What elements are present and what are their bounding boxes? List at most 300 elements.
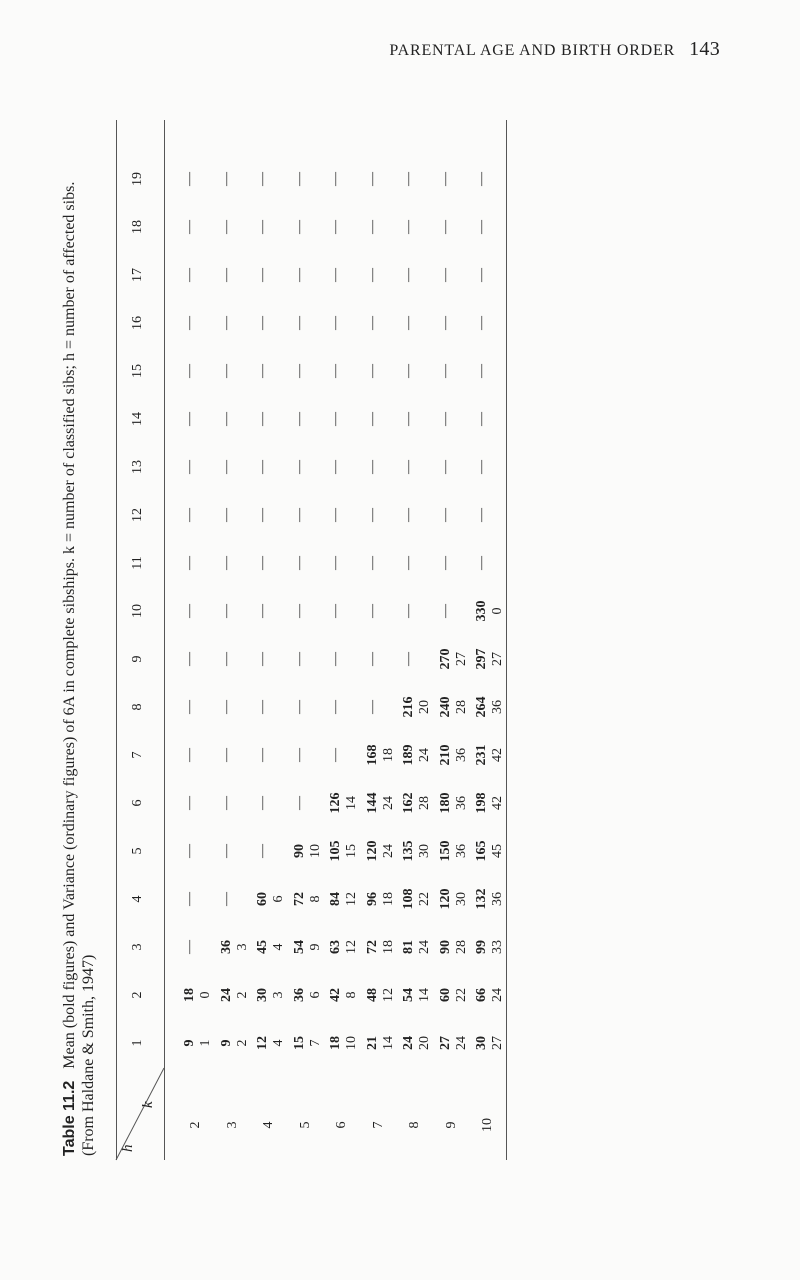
empty-cell-dash: — (291, 796, 307, 810)
table-cell (474, 309, 490, 337)
mean-value: 231 (474, 744, 489, 766)
table-cell (438, 165, 454, 193)
table-cell (292, 453, 308, 481)
table-cell (182, 309, 198, 337)
empty-cell-dash: — (291, 268, 307, 282)
empty-cell-dash: — (328, 316, 343, 330)
mean-value: 90 (291, 844, 307, 858)
table-cell (328, 597, 344, 625)
empty-cell-dash: — (182, 652, 197, 666)
mean-value: 30 (255, 988, 270, 1002)
empty-cell-dash: — (218, 700, 234, 714)
variance-value: 27 (490, 1036, 505, 1050)
empty-cell-dash: — (218, 844, 234, 858)
variance-value: 10 (344, 1036, 359, 1050)
table-cell (255, 933, 287, 961)
mean-value: 168 (364, 744, 380, 766)
table-cell (219, 741, 235, 769)
mean-value: 30 (474, 1036, 489, 1050)
table-cell (292, 1029, 324, 1057)
empty-cell-dash: — (437, 220, 453, 234)
empty-cell-dash: — (291, 460, 307, 474)
table-cell (438, 357, 454, 385)
table-cell (401, 933, 433, 961)
column-header-h3: 3 (130, 943, 145, 951)
mean-value: 72 (364, 940, 380, 954)
empty-cell-dash: — (364, 652, 380, 666)
mean-value: 9 (218, 1039, 234, 1047)
empty-cell-dash: — (328, 604, 343, 618)
variance-value: 42 (490, 748, 505, 762)
empty-cell-dash: — (437, 364, 453, 378)
empty-cell-dash: — (364, 220, 380, 234)
table-cell (292, 885, 324, 913)
table-cell (474, 741, 506, 769)
table-cell (219, 885, 235, 913)
table-cell (474, 597, 506, 625)
table-cell (255, 453, 271, 481)
table-cell (438, 789, 470, 817)
table-cell (328, 165, 344, 193)
column-header-h12: 12 (130, 508, 145, 522)
table-cell (438, 885, 470, 913)
table-cell (401, 261, 417, 289)
variance-value: 42 (490, 796, 505, 810)
table-cell (328, 645, 344, 673)
table-cell (438, 501, 454, 529)
empty-cell-dash: — (255, 844, 270, 858)
column-header-h18: 18 (130, 220, 145, 234)
table-cell (474, 1029, 506, 1057)
table-cell (255, 885, 287, 913)
mean-value: 90 (437, 940, 453, 954)
table-cell (401, 453, 417, 481)
row-header-k5: 5 (297, 1121, 313, 1129)
column-header-h2: 2 (130, 991, 145, 999)
table-cell (255, 309, 271, 337)
table-cell (401, 645, 417, 673)
table-cell (474, 165, 490, 193)
variance-value: 14 (417, 988, 432, 1002)
table-cell (474, 357, 490, 385)
variance-value: 33 (490, 940, 505, 954)
table-cell (328, 981, 360, 1009)
table-cell (401, 405, 417, 433)
variance-value: 27 (490, 652, 505, 666)
mean-value: 48 (364, 988, 380, 1002)
table-cell (182, 1029, 214, 1057)
column-header-h8: 8 (130, 703, 145, 711)
variance-value: 24 (453, 1036, 469, 1050)
variance-value: 14 (344, 796, 359, 810)
empty-cell-dash: — (474, 364, 489, 378)
empty-cell-dash: — (218, 508, 234, 522)
row-header-k7: 7 (370, 1121, 386, 1129)
empty-cell-dash: — (401, 316, 416, 330)
table-cell (365, 405, 381, 433)
table-cell (438, 741, 470, 769)
mean-value: 198 (474, 792, 489, 814)
empty-cell-dash: — (255, 604, 270, 618)
table-cell (219, 933, 251, 961)
empty-cell-dash: — (474, 556, 489, 570)
empty-cell-dash: — (182, 556, 197, 570)
table-cell (438, 693, 470, 721)
table-cell (292, 549, 308, 577)
empty-cell-dash: — (291, 700, 307, 714)
column-header-h11: 11 (130, 556, 145, 570)
variance-value: 7 (307, 1039, 323, 1047)
mean-value: 330 (474, 600, 489, 622)
column-header-h15: 15 (130, 364, 145, 378)
mean-value: 18 (182, 988, 197, 1002)
table-cell (292, 933, 324, 961)
empty-cell-dash: — (291, 220, 307, 234)
table-cell (182, 789, 198, 817)
table-cell (328, 837, 360, 865)
variance-value: 0 (490, 607, 505, 615)
variance-value: 20 (417, 700, 432, 714)
table-cell (255, 741, 271, 769)
empty-cell-dash: — (218, 460, 234, 474)
table-cell (219, 453, 235, 481)
empty-cell-dash: — (364, 700, 380, 714)
table-cell (401, 309, 417, 337)
table-cell (182, 501, 198, 529)
table-cell (182, 741, 198, 769)
variance-value: 6 (307, 991, 323, 999)
table-top-rule (116, 120, 117, 1160)
column-header-h16: 16 (130, 316, 145, 330)
row-header-k10: 10 (480, 1118, 495, 1132)
running-title: PARENTAL AGE AND BIRTH ORDER (389, 42, 676, 59)
table-cell (219, 645, 235, 673)
row-header-k8: 8 (407, 1121, 422, 1129)
table-cell (255, 837, 271, 865)
mean-value: 84 (328, 892, 343, 906)
variance-value: 18 (380, 748, 396, 762)
empty-cell-dash: — (218, 892, 234, 906)
table-cell (219, 789, 235, 817)
table-cell (365, 981, 397, 1009)
table-cell (219, 405, 235, 433)
variance-value: 36 (490, 700, 505, 714)
empty-cell-dash: — (291, 748, 307, 762)
table-cell (328, 453, 344, 481)
row-header-k9: 9 (443, 1121, 459, 1129)
empty-cell-dash: — (182, 796, 197, 810)
empty-cell-dash: — (255, 700, 270, 714)
empty-cell-dash: — (218, 364, 234, 378)
mean-value: 105 (328, 840, 343, 862)
table-cell (219, 1029, 251, 1057)
variance-value: 28 (453, 940, 469, 954)
empty-cell-dash: — (474, 508, 489, 522)
mean-value: 144 (364, 792, 380, 814)
table-cell (255, 261, 271, 289)
empty-cell-dash: — (401, 652, 416, 666)
table-cell (182, 693, 198, 721)
table-cell (255, 549, 271, 577)
empty-cell-dash: — (255, 268, 270, 282)
empty-cell-dash: — (255, 748, 270, 762)
empty-cell-dash: — (182, 172, 197, 186)
table-cell (328, 405, 344, 433)
mean-value: 135 (401, 840, 416, 862)
empty-cell-dash: — (364, 508, 380, 522)
column-header-h1: 1 (130, 1039, 145, 1047)
empty-cell-dash: — (255, 172, 270, 186)
table-cell (255, 357, 271, 385)
table-cell (255, 405, 271, 433)
empty-cell-dash: — (182, 460, 197, 474)
table-caption-text: Mean (bold figures) and Variance (ordinary figures) of 6A in complete sibships. k = number of classified sibs; h = number of affected sibs. (From Haldane & Smith, 1947) (61, 181, 97, 1156)
rotated-table-block (60, 120, 512, 1160)
variance-value: 36 (490, 892, 505, 906)
table-cell (182, 405, 198, 433)
empty-cell-dash: — (364, 460, 380, 474)
table-cell (255, 645, 271, 673)
variance-value: 3 (234, 943, 250, 951)
table-cell (182, 645, 198, 673)
empty-cell-dash: — (328, 460, 343, 474)
table-cell (438, 213, 454, 241)
table-cell (255, 693, 271, 721)
empty-cell-dash: — (255, 412, 270, 426)
table-cell (182, 357, 198, 385)
table-cell (292, 309, 308, 337)
empty-cell-dash: — (291, 652, 307, 666)
table-cell (328, 501, 344, 529)
empty-cell-dash: — (182, 748, 197, 762)
mean-value: 54 (401, 988, 416, 1002)
variance-value: 0 (198, 991, 213, 999)
table-cell (474, 213, 490, 241)
page-number: 143 (689, 38, 720, 60)
variance-value: 15 (344, 844, 359, 858)
empty-cell-dash: — (474, 412, 489, 426)
page-header (300, 38, 720, 62)
empty-cell-dash: — (364, 268, 380, 282)
table-caption (60, 146, 98, 1156)
empty-cell-dash: — (437, 460, 453, 474)
empty-cell-dash: — (328, 700, 343, 714)
variance-value: 20 (417, 1036, 432, 1050)
empty-cell-dash: — (218, 556, 234, 570)
table-cell (438, 645, 470, 673)
empty-cell-dash: — (291, 364, 307, 378)
variance-value: 4 (271, 943, 286, 951)
mean-value: 15 (291, 1036, 307, 1050)
variance-value: 45 (490, 844, 505, 858)
column-header-h17: 17 (130, 268, 145, 282)
empty-cell-dash: — (437, 316, 453, 330)
empty-cell-dash: — (182, 508, 197, 522)
empty-cell-dash: — (401, 364, 416, 378)
mean-value: 45 (255, 940, 270, 954)
empty-cell-dash: — (182, 412, 197, 426)
table-cell (292, 837, 324, 865)
table-cell (365, 549, 381, 577)
table-cell (474, 453, 490, 481)
row-header-k6: 6 (334, 1121, 349, 1129)
empty-cell-dash: — (437, 412, 453, 426)
table-cell (401, 213, 417, 241)
table-cell (438, 549, 454, 577)
empty-cell-dash: — (364, 556, 380, 570)
table-cell (255, 213, 271, 241)
row-header-k3: 3 (224, 1121, 240, 1129)
table-cell (438, 309, 454, 337)
mean-value: 150 (437, 840, 453, 862)
table-cell (292, 789, 308, 817)
table-cell (438, 933, 470, 961)
table-cell (219, 309, 235, 337)
table-cell (365, 597, 381, 625)
table-cell (328, 549, 344, 577)
variance-value: 28 (417, 796, 432, 810)
table-cell (438, 597, 454, 625)
empty-cell-dash: — (255, 460, 270, 474)
variance-value: 18 (380, 940, 396, 954)
empty-cell-dash: — (474, 220, 489, 234)
table-cell (365, 165, 381, 193)
table-cell (219, 597, 235, 625)
empty-cell-dash: — (218, 268, 234, 282)
mean-value: 189 (401, 744, 416, 766)
table-cell (365, 309, 381, 337)
empty-cell-dash: — (328, 412, 343, 426)
table-header-rule (164, 120, 165, 1160)
empty-cell-dash: — (182, 892, 197, 906)
table-cell (401, 741, 433, 769)
mean-value: 162 (401, 792, 416, 814)
table-cell (328, 741, 344, 769)
mean-value: 60 (437, 988, 453, 1002)
empty-cell-dash: — (401, 508, 416, 522)
table-cell (292, 645, 308, 673)
empty-cell-dash: — (218, 748, 234, 762)
empty-cell-dash: — (328, 556, 343, 570)
empty-cell-dash: — (328, 364, 343, 378)
empty-cell-dash: — (328, 748, 343, 762)
empty-cell-dash: — (291, 604, 307, 618)
variance-value: 1 (198, 1039, 213, 1047)
table-cell (401, 501, 417, 529)
table-cell (401, 885, 433, 913)
table-cell (292, 501, 308, 529)
table-cell (182, 165, 198, 193)
table-cell (365, 453, 381, 481)
table-cell (219, 837, 235, 865)
column-header-h9: 9 (130, 655, 145, 663)
empty-cell-dash: — (218, 172, 234, 186)
empty-cell-dash: — (255, 508, 270, 522)
table-cell (255, 501, 271, 529)
table-cell (328, 885, 360, 913)
empty-cell-dash: — (401, 268, 416, 282)
empty-cell-dash: — (291, 508, 307, 522)
table-cell (365, 933, 397, 961)
corner-h-label: h (120, 1144, 136, 1152)
mean-value: 66 (474, 988, 489, 1002)
table-cell (474, 549, 490, 577)
table-cell (255, 165, 271, 193)
table-cell (401, 693, 433, 721)
empty-cell-dash: — (182, 604, 197, 618)
table-cell (474, 933, 506, 961)
empty-cell-dash: — (328, 220, 343, 234)
table-cell (292, 981, 324, 1009)
table-cell (401, 837, 433, 865)
table-cell (438, 837, 470, 865)
variance-value: 27 (453, 652, 469, 666)
mean-value: 126 (328, 792, 343, 814)
column-header-h5: 5 (130, 847, 145, 855)
table-cell (255, 1029, 287, 1057)
table-cell (365, 645, 381, 673)
mean-value: 99 (474, 940, 489, 954)
table-cell (474, 981, 506, 1009)
empty-cell-dash: — (328, 172, 343, 186)
column-header-h10: 10 (130, 604, 145, 618)
table-cell (328, 261, 344, 289)
empty-cell-dash: — (364, 364, 380, 378)
empty-cell-dash: — (218, 220, 234, 234)
table-cell (474, 261, 490, 289)
empty-cell-dash: — (182, 844, 197, 858)
table-cell (182, 261, 198, 289)
variance-value: 4 (271, 1039, 286, 1047)
table-cell (219, 357, 235, 385)
empty-cell-dash: — (255, 220, 270, 234)
mean-value: 180 (437, 792, 453, 814)
mean-value: 132 (474, 888, 489, 910)
row-header-k4: 4 (261, 1121, 276, 1129)
empty-cell-dash: — (218, 652, 234, 666)
table-cell (401, 597, 417, 625)
empty-cell-dash: — (364, 172, 380, 186)
variance-value: 22 (417, 892, 432, 906)
mean-value: 54 (291, 940, 307, 954)
variance-value: 8 (307, 895, 323, 903)
empty-cell-dash: — (401, 220, 416, 234)
mean-value: 108 (401, 888, 416, 910)
variance-value: 36 (453, 844, 469, 858)
mean-value: 36 (291, 988, 307, 1002)
empty-cell-dash: — (182, 364, 197, 378)
empty-cell-dash: — (182, 940, 197, 954)
table-cell (365, 357, 381, 385)
table-cell (365, 1029, 397, 1057)
variance-value: 24 (490, 988, 505, 1002)
table-cell (401, 357, 417, 385)
variance-value: 8 (344, 991, 359, 999)
empty-cell-dash: — (182, 220, 197, 234)
empty-cell-dash: — (401, 172, 416, 186)
mean-value: 12 (255, 1036, 270, 1050)
table-cell (292, 741, 308, 769)
table-bottom-rule (506, 120, 507, 1160)
empty-cell-dash: — (474, 316, 489, 330)
empty-cell-dash: — (401, 412, 416, 426)
mean-value: 120 (437, 888, 453, 910)
empty-cell-dash: — (291, 172, 307, 186)
table-cell (182, 933, 198, 961)
empty-cell-dash: — (182, 316, 197, 330)
mean-value: 24 (401, 1036, 416, 1050)
empty-cell-dash: — (182, 700, 197, 714)
